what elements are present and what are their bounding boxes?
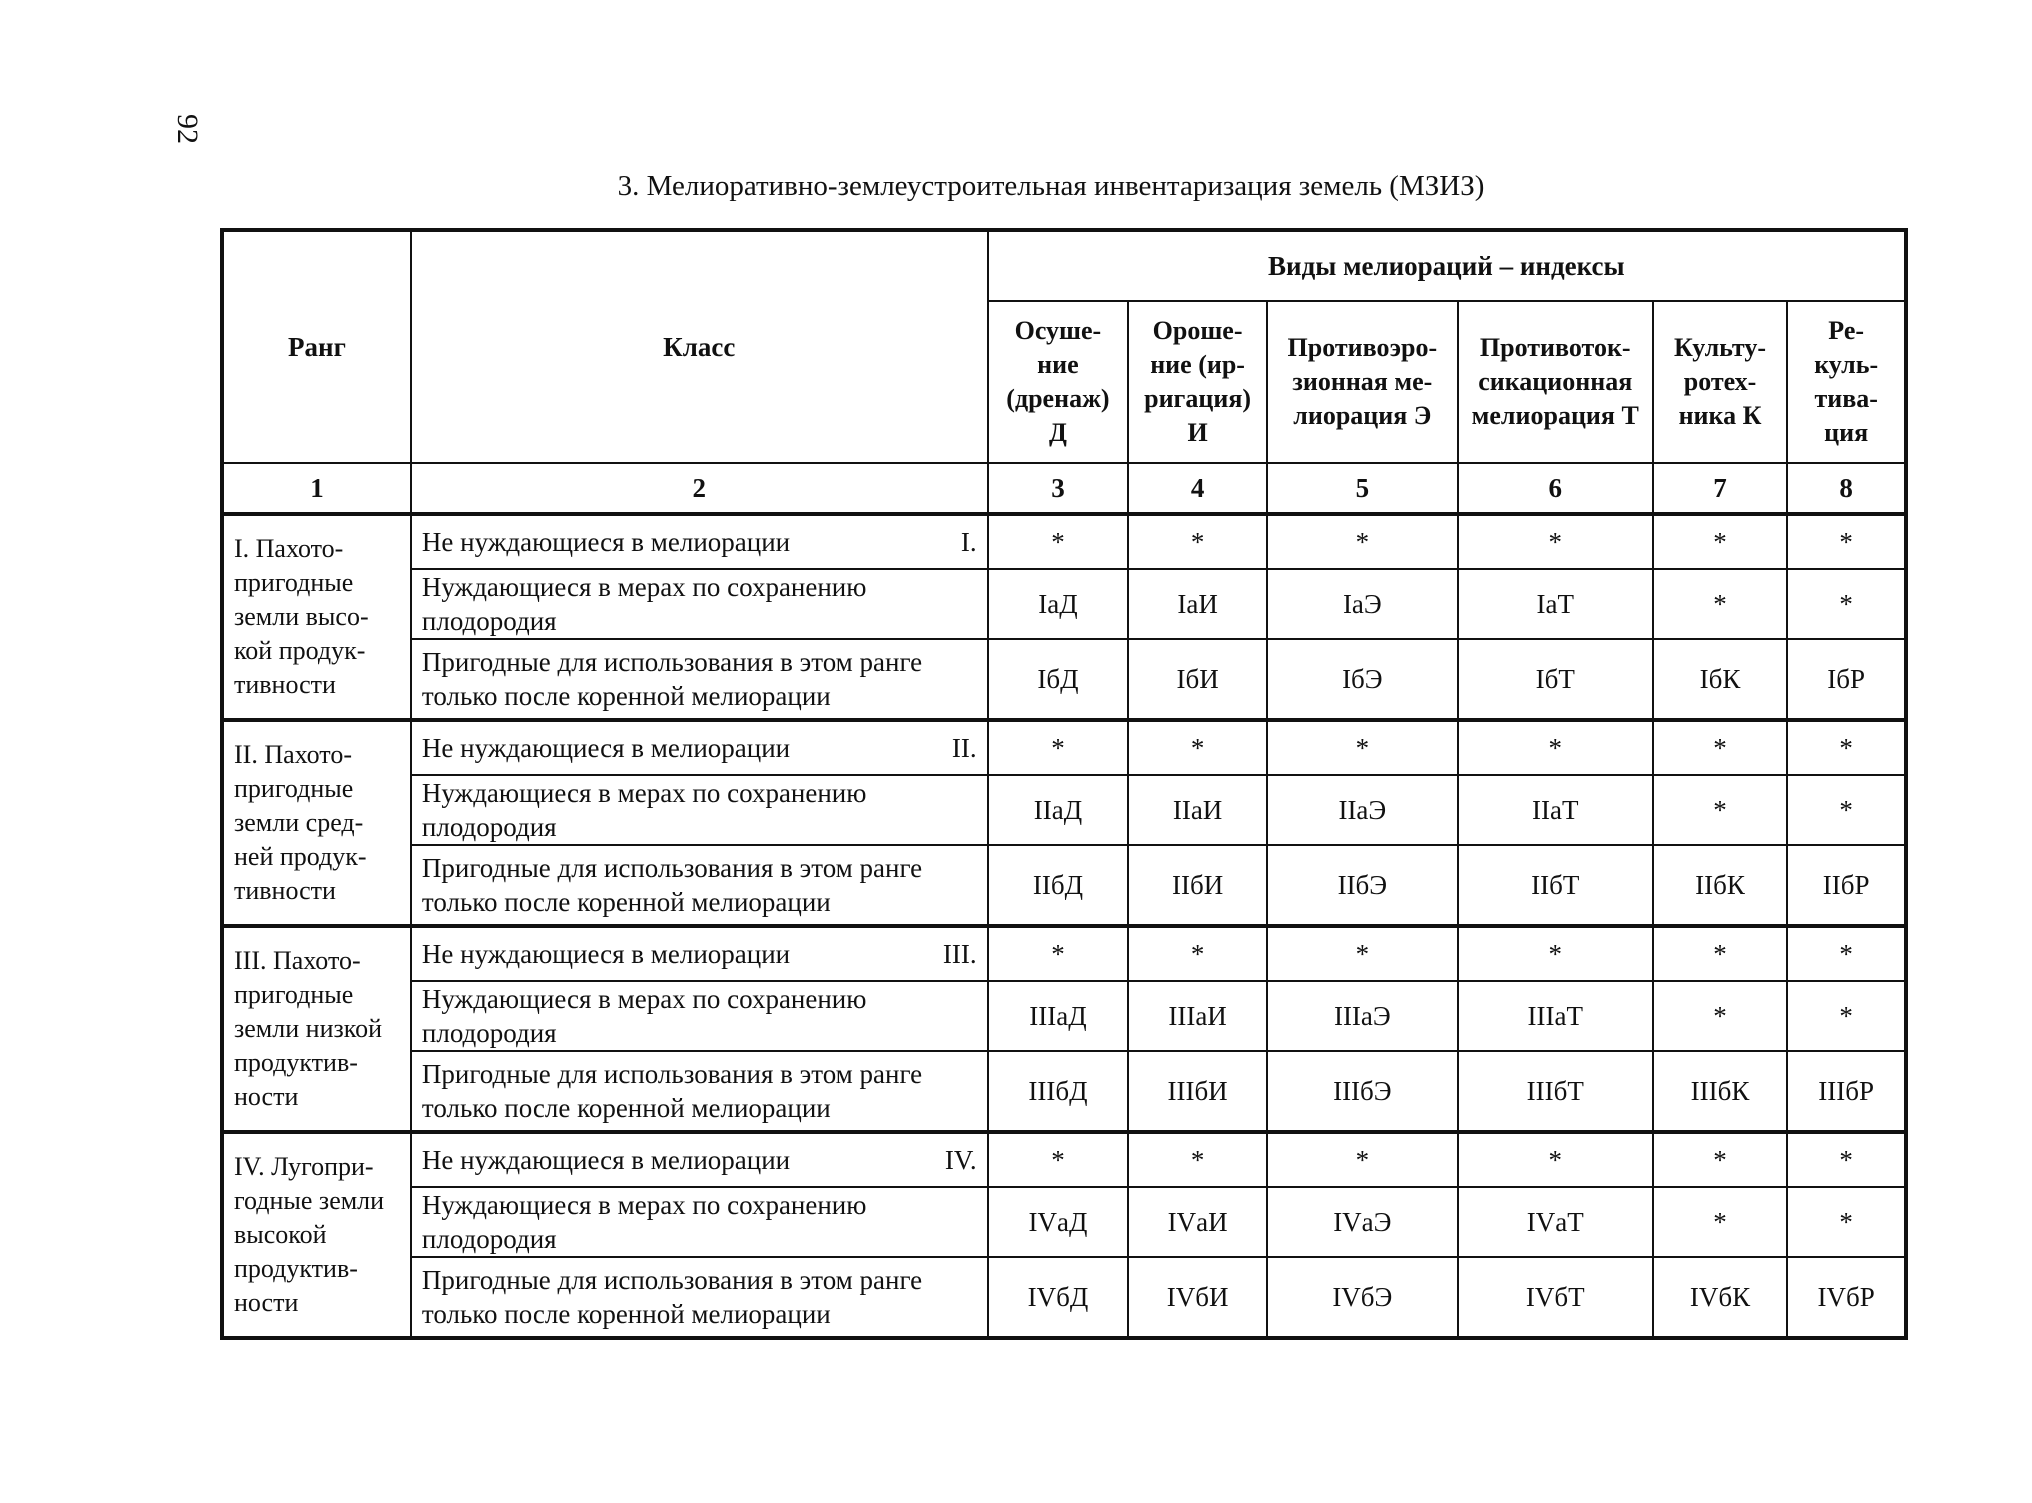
index-cell: IIбИ: [1128, 845, 1267, 926]
table-row: [222, 926, 1906, 981]
index-cell: IIIбИ: [1128, 1051, 1267, 1132]
class-label: Не нуждающиеся в мелиорации: [421, 1145, 791, 1175]
column-number: 3: [988, 463, 1129, 514]
index-cell: *: [988, 926, 1129, 981]
rank-cell: IV. Лугопри-годные земли высокой продуктив-ности: [222, 1132, 411, 1338]
table-row: [222, 1051, 1906, 1132]
index-cell: IбИ: [1128, 639, 1267, 720]
class-label: Пригодные для использования в этом ранге только после коренной мелиорации: [421, 853, 923, 917]
index-cell: IбР: [1787, 639, 1906, 720]
header-col-recultivation: Ре-куль-тива-ция: [1787, 301, 1906, 463]
mziz-table: [220, 228, 1908, 1340]
class-label: Нуждающиеся в мерах по сохранению плодородия: [421, 984, 867, 1048]
index-cell: IVаТ: [1458, 1187, 1653, 1257]
page-number: 92: [171, 114, 204, 144]
index-cell: *: [1458, 926, 1653, 981]
header-col-culture-technique: Культу-ротех-ника К: [1653, 301, 1788, 463]
index-cell: IIIбК: [1653, 1051, 1788, 1132]
index-cell: IаИ: [1128, 569, 1267, 639]
index-cell: *: [1128, 514, 1267, 569]
index-cell: *: [1653, 569, 1788, 639]
index-cell: IIбТ: [1458, 845, 1653, 926]
table-row: [222, 1187, 1906, 1257]
index-cell: *: [1128, 1132, 1267, 1187]
class-label: Нуждающиеся в мерах по сохранению плодородия: [421, 1190, 867, 1254]
index-cell: IбТ: [1458, 639, 1653, 720]
table-row: [222, 514, 1906, 569]
header-col-anti-toxication: Противоток-сикационная мелиорация Т: [1458, 301, 1653, 463]
index-cell: IVбК: [1653, 1257, 1788, 1338]
index-cell: *: [1787, 1132, 1906, 1187]
table-row: [222, 775, 1906, 845]
class-label: Пригодные для использования в этом ранге только после коренной мелиорации: [421, 647, 923, 711]
index-cell: *: [988, 720, 1129, 775]
index-cell: *: [1653, 775, 1788, 845]
rank-marker: II.: [951, 733, 977, 763]
index-cell: *: [1267, 926, 1458, 981]
column-number: 1: [222, 463, 411, 514]
class-label: Нуждающиеся в мерах по сохранению плодородия: [421, 778, 867, 842]
column-number: 4: [1128, 463, 1267, 514]
class-cell: [411, 981, 988, 1051]
index-cell: IIаД: [988, 775, 1129, 845]
rank-marker: IV.: [944, 1145, 977, 1175]
column-number: 6: [1458, 463, 1653, 514]
rank-marker: III.: [942, 939, 977, 969]
index-cell: IIаИ: [1128, 775, 1267, 845]
table-row: [222, 569, 1906, 639]
class-label: Не нуждающиеся в мелиорации: [421, 733, 791, 763]
rank-marker: I.: [960, 527, 977, 557]
class-label: Нуждающиеся в мерах по сохранению плодородия: [421, 572, 867, 636]
index-cell: IVаЭ: [1267, 1187, 1458, 1257]
index-cell: *: [1458, 1132, 1653, 1187]
index-cell: IIIбР: [1787, 1051, 1906, 1132]
index-cell: *: [1128, 926, 1267, 981]
class-label: Не нуждающиеся в мелиорации: [421, 939, 791, 969]
index-cell: *: [1267, 720, 1458, 775]
index-cell: *: [1787, 720, 1906, 775]
class-cell: [411, 514, 988, 569]
index-cell: IбК: [1653, 639, 1788, 720]
column-number: 2: [411, 463, 988, 514]
column-number: 5: [1267, 463, 1458, 514]
index-cell: IVаД: [988, 1187, 1129, 1257]
class-cell: [411, 926, 988, 981]
column-number: 8: [1787, 463, 1906, 514]
header-melioration-types: Виды мелиораций – индексы: [988, 230, 1906, 301]
table-body: [222, 463, 1906, 1338]
index-cell: *: [988, 1132, 1129, 1187]
class-cell: [411, 569, 988, 639]
header-rank: Ранг: [222, 230, 411, 463]
index-cell: IаД: [988, 569, 1129, 639]
header-col-drainage: Осуше-ние (дренаж) Д: [988, 301, 1129, 463]
index-cell: IIбД: [988, 845, 1129, 926]
index-cell: IбЭ: [1267, 639, 1458, 720]
table-row: [222, 639, 1906, 720]
index-cell: IIбК: [1653, 845, 1788, 926]
index-cell: IIаЭ: [1267, 775, 1458, 845]
index-cell: *: [1653, 926, 1788, 981]
index-cell: *: [1267, 514, 1458, 569]
index-cell: IбД: [988, 639, 1129, 720]
table-row: [222, 1132, 1906, 1187]
class-label: Пригодные для использования в этом ранге только после коренной мелиорации: [421, 1059, 923, 1123]
index-cell: *: [1653, 1132, 1788, 1187]
index-cell: IVбИ: [1128, 1257, 1267, 1338]
index-cell: *: [988, 514, 1129, 569]
rank-cell: I. Пахото-пригодные земли высо-кой продук-тивности: [222, 514, 411, 720]
index-cell: *: [1458, 720, 1653, 775]
table-row: [222, 981, 1906, 1051]
index-cell: IVбР: [1787, 1257, 1906, 1338]
table-row: [222, 720, 1906, 775]
index-cell: IVаИ: [1128, 1187, 1267, 1257]
index-cell: IIбЭ: [1267, 845, 1458, 926]
document-title: 3. Мелиоративно-землеустроительная инвентаризация земель (МЗИЗ): [617, 170, 1485, 202]
class-cell: [411, 1257, 988, 1338]
index-cell: *: [1653, 981, 1788, 1051]
index-cell: IIIбЭ: [1267, 1051, 1458, 1132]
index-cell: IIIаЭ: [1267, 981, 1458, 1051]
index-cell: IVбЭ: [1267, 1257, 1458, 1338]
column-numbers-row: [222, 463, 1906, 514]
class-cell: [411, 1132, 988, 1187]
index-cell: *: [1787, 775, 1906, 845]
index-cell: IIIбД: [988, 1051, 1129, 1132]
class-cell: [411, 720, 988, 775]
header-col-irrigation: Ороше-ние (ир-ригация) И: [1128, 301, 1267, 463]
header-col-anti-erosion: Противоэро-зионная ме-лиорация Э: [1267, 301, 1458, 463]
index-cell: *: [1653, 1187, 1788, 1257]
table-row: [222, 845, 1906, 926]
index-cell: *: [1653, 720, 1788, 775]
index-cell: IIIаИ: [1128, 981, 1267, 1051]
class-cell: [411, 1187, 988, 1257]
index-cell: IIIаТ: [1458, 981, 1653, 1051]
index-cell: *: [1267, 1132, 1458, 1187]
index-cell: *: [1128, 720, 1267, 775]
class-label: Пригодные для использования в этом ранге только после коренной мелиорации: [421, 1265, 923, 1329]
index-cell: *: [1458, 514, 1653, 569]
class-label: Не нуждающиеся в мелиорации: [421, 527, 791, 557]
header-class: Класс: [411, 230, 988, 463]
column-number: 7: [1653, 463, 1788, 514]
index-cell: IаЭ: [1267, 569, 1458, 639]
index-cell: *: [1787, 926, 1906, 981]
table-row: [222, 1257, 1906, 1338]
index-cell: IIIбТ: [1458, 1051, 1653, 1132]
index-cell: IIIаД: [988, 981, 1129, 1051]
class-cell: [411, 845, 988, 926]
index-cell: IVбТ: [1458, 1257, 1653, 1338]
rank-cell: II. Пахото-пригодные земли сред-ней продук-тивности: [222, 720, 411, 926]
class-cell: [411, 1051, 988, 1132]
index-cell: IIбР: [1787, 845, 1906, 926]
index-cell: IIаТ: [1458, 775, 1653, 845]
class-cell: [411, 775, 988, 845]
rank-cell: III. Пахото-пригодные земли низкой продуктив-ности: [222, 926, 411, 1132]
index-cell: *: [1787, 981, 1906, 1051]
index-cell: *: [1787, 514, 1906, 569]
index-cell: *: [1653, 514, 1788, 569]
index-cell: IVбД: [988, 1257, 1129, 1338]
index-cell: *: [1787, 569, 1906, 639]
class-cell: [411, 639, 988, 720]
index-cell: IаТ: [1458, 569, 1653, 639]
index-cell: *: [1787, 1187, 1906, 1257]
